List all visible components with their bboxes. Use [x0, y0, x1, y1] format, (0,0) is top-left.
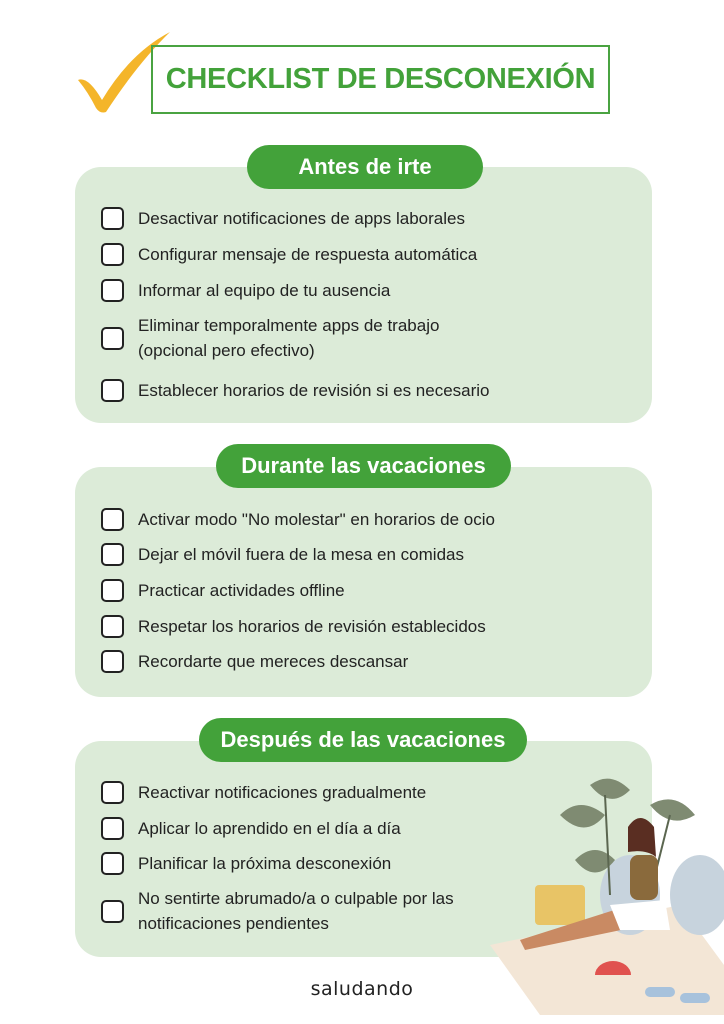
checklist-item[interactable]: [101, 649, 408, 674]
checkbox[interactable]: [101, 817, 124, 840]
checklist-item[interactable]: [101, 816, 401, 841]
item-label: Respetar los horarios de revisión establecidos: [138, 617, 486, 636]
item-label: Recordarte que mereces descansar: [138, 652, 409, 671]
item-label: No sentirte abrumado/a o culpable por las notificaciones pendientes: [138, 889, 454, 933]
item-label: Dejar el móvil fuera de la mesa en comidas: [138, 545, 464, 564]
page-title: CHECKLIST DE DESCONEXIÓN: [165, 63, 596, 95]
checkbox[interactable]: [101, 279, 124, 302]
item-label: Practicar actividades offline: [138, 581, 345, 600]
section-heading: Antes de irte: [247, 145, 483, 189]
checkbox[interactable]: [101, 615, 124, 638]
checkbox[interactable]: [101, 207, 124, 230]
checkbox[interactable]: [101, 508, 124, 531]
checklist-item[interactable]: [101, 578, 345, 603]
checkbox[interactable]: [101, 852, 124, 875]
item-label: Informar al equipo de tu ausencia: [138, 281, 391, 300]
checklist-item[interactable]: [101, 378, 490, 403]
checklist-item[interactable]: [101, 614, 486, 639]
item-label: Configurar mensaje de respuesta automática: [138, 245, 478, 264]
brand-logo: saludando: [310, 978, 414, 1000]
checklist-item[interactable]: [101, 780, 426, 805]
item-label: Reactivar notificaciones gradualmente: [138, 783, 427, 802]
checkbox[interactable]: [101, 543, 124, 566]
checkbox[interactable]: [101, 650, 124, 673]
item-label: Eliminar temporalmente apps de trabajo (opcional pero efectivo): [138, 316, 440, 360]
checklist-item[interactable]: [101, 313, 478, 363]
checkbox[interactable]: [101, 900, 124, 923]
checkbox[interactable]: [101, 243, 124, 266]
checklist-item[interactable]: [101, 206, 465, 231]
checklist-item[interactable]: [101, 886, 488, 936]
item-label: Aplicar lo aprendido en el día a día: [138, 819, 401, 838]
item-label: Establecer horarios de revisión si es necesario: [138, 381, 490, 400]
checklist-item[interactable]: [101, 542, 464, 567]
section-heading: Durante las vacaciones: [216, 444, 511, 488]
checklist-item[interactable]: [101, 242, 477, 267]
checklist-item[interactable]: [101, 507, 495, 532]
checkbox[interactable]: [101, 327, 124, 350]
title-box: [151, 45, 610, 114]
item-label: Activar modo "No molestar" en horarios de ocio: [138, 510, 495, 529]
section-heading: Después de las vacaciones: [199, 718, 527, 762]
item-label: Desactivar notificaciones de apps laborales: [138, 209, 465, 228]
checklist-item[interactable]: [101, 851, 391, 876]
checkbox[interactable]: [101, 781, 124, 804]
checkbox[interactable]: [101, 379, 124, 402]
checkbox[interactable]: [101, 579, 124, 602]
item-label: Planificar la próxima desconexión: [138, 854, 392, 873]
checklist-item[interactable]: [101, 278, 390, 303]
